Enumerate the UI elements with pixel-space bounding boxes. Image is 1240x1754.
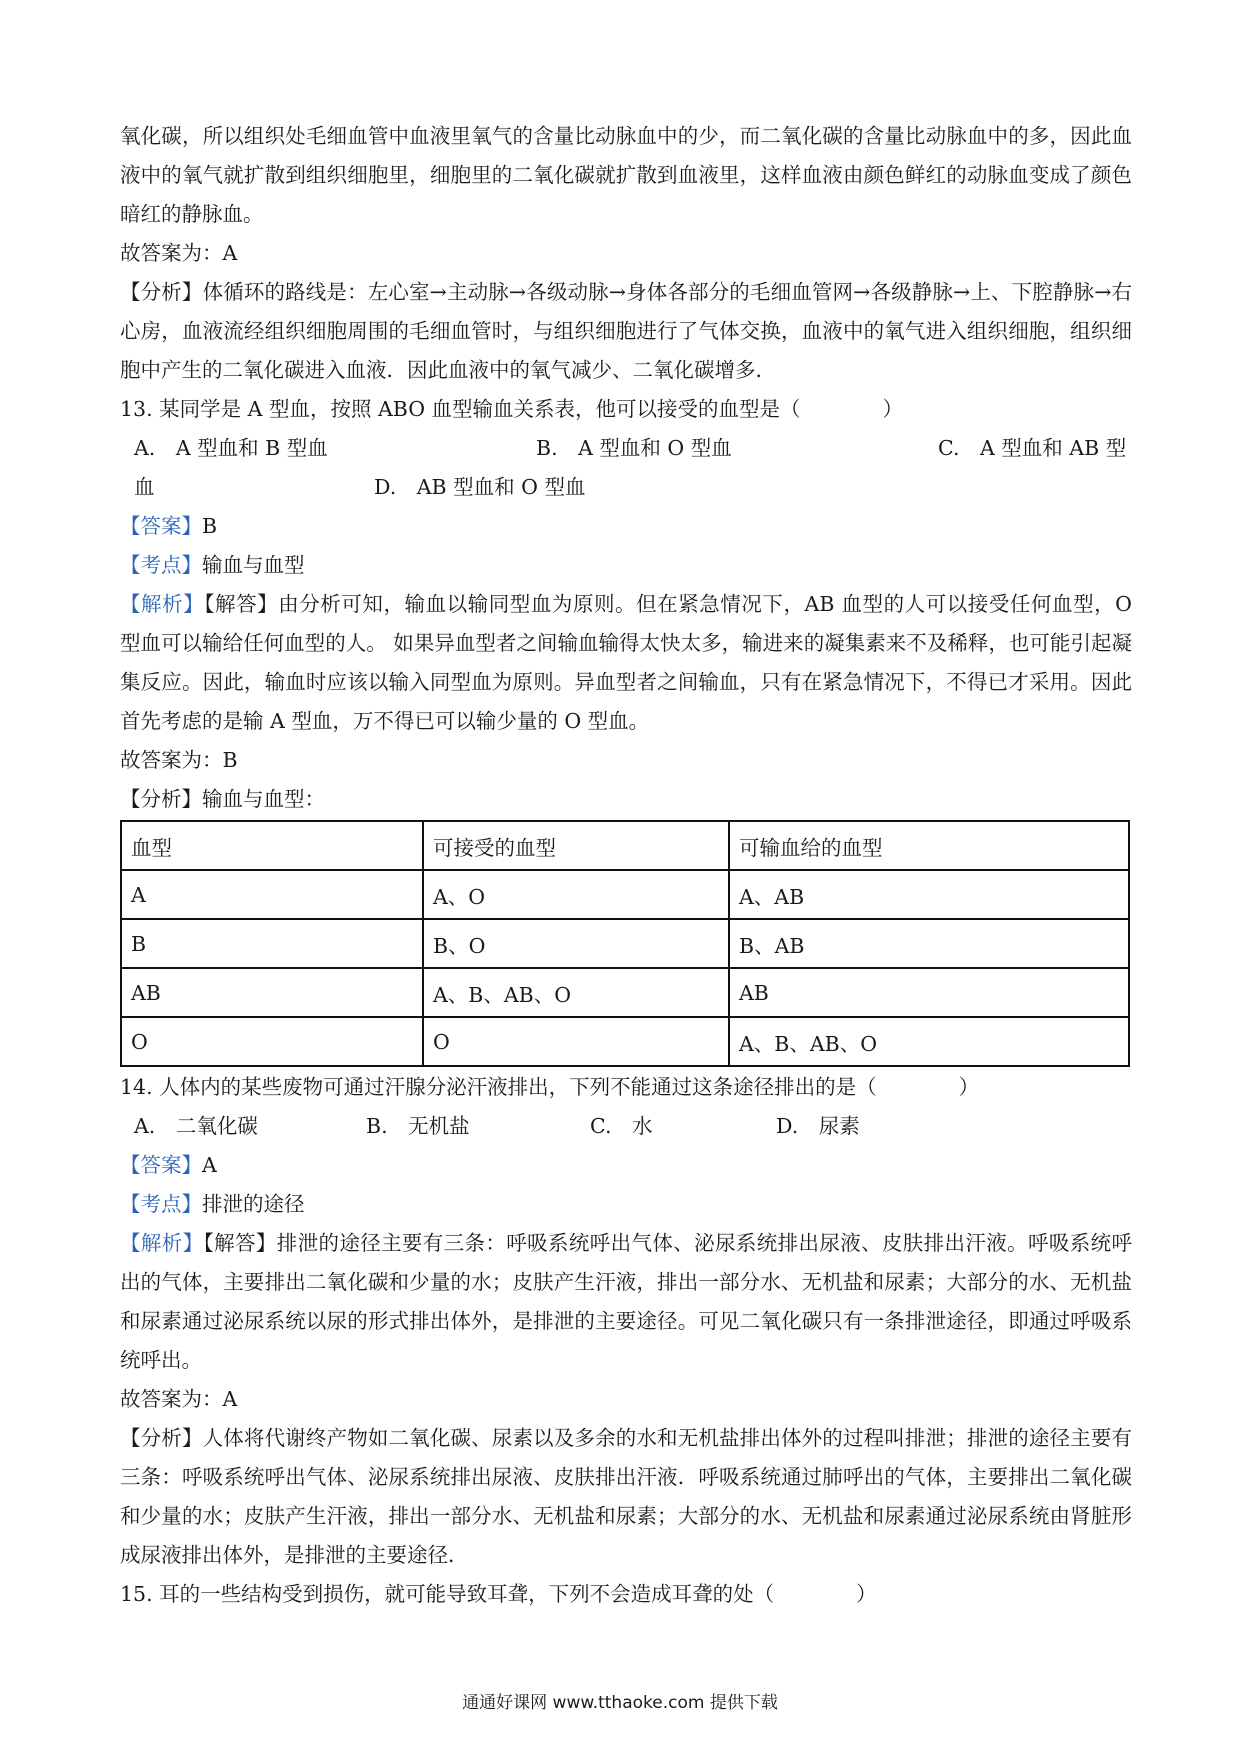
q14-answer [120,1146,1132,1185]
q13-explanation [120,585,1132,741]
explain-text: 由分析可知，输血以输同型血为原则。但在紧急情况下，AB 血型的人可以接受任何血型，O 型血可以输给任何血型的人。 如果异血型者之间输血输得太快太多，输进来的凝集素来不及稀释，也可能引起凝集反应。因此，输血时应该以输入同型血为原则。异血型者之间输血，只有在紧急情况下，不得已才采用。因此首先考虑的是输 A 型血，万不得已可以输少量的 O 型血。 [120,592,1132,733]
q13-analysis [120,780,1132,819]
table-row [121,919,1129,968]
table-header-cell: 血型 [121,821,423,870]
q14-option-d: D. 尿素 [776,1114,860,1138]
q13-point [120,546,1132,585]
table-cell: B、AB [729,919,1129,968]
q14-answer-line: 故答案为：A [120,1387,238,1411]
q14-option-b: B. 无机盐 [366,1114,470,1138]
q13-option-b: B. A 型血和 O 型血 [536,436,732,460]
table-cell: B [121,919,423,968]
table-row [121,968,1129,1017]
analysis-label: 【分析】 [120,280,203,304]
answer-label: 【答案】 [120,514,202,538]
q14-explanation [120,1224,1132,1380]
table-cell: AB [121,968,423,1017]
analysis-text: 输血与血型： [202,787,325,811]
prev-analysis [120,273,1132,390]
point-label: 【考点】 [120,553,202,577]
table-header-cell: 可输血给的血型 [729,821,1129,870]
q13-option-c-cont: 血 [134,475,155,499]
table-header-cell: 可接受的血型 [423,821,729,870]
point-label: 【考点】 [120,1192,202,1216]
q13-answer-line: 故答案为：B [120,748,238,772]
q13-options [120,429,1132,507]
prev-answer-line: 故答案为：A [120,241,238,265]
q14-stem: 14. 人体内的某些废物可通过汗腺分泌汗液排出，下列不能通过这条途径排出的是（ ） [120,1075,980,1099]
answer-value: B [202,514,218,538]
analysis-text: 人体将代谢终产物如二氧化碳、尿素以及多余的水和无机盐排出体外的过程叫排泄；排泄的途径主要有三条：呼吸系统呼出气体、泌尿系统排出尿液、皮肤排出汗液．呼吸系统通过肺呼出的气体，主要排出二氧化碳和少量的水；皮肤产生汗液，排出一部分水、无机盐和尿素；大部分的水、无机盐和尿素通过泌尿系统由肾脏形成尿液排出体外，是排泄的主要途径． [120,1426,1132,1567]
q14-point [120,1185,1132,1224]
table-cell: B、O [423,919,729,968]
analysis-text: 体循环的路线是：左心室→主动脉→各级动脉→身体各部分的毛细血管网→各级静脉→上、下腔静脉→右心房，血液流经组织细胞周围的毛细血管时，与组织细胞进行了气体交换，血液中的氧气进入组织细胞，组织细胞中产生的二氧化碳进入血液．因此血液中的氧气减少、二氧化碳增多． [120,280,1133,382]
table-cell: O [121,1017,423,1066]
q14-options [120,1107,1132,1146]
explain-sub: 【解答】 [204,592,279,616]
table-cell: A [121,870,423,919]
answer-label: 【答案】 [120,1153,202,1177]
table-cell: AB [729,968,1129,1017]
q13-answer [120,507,1132,546]
explain-sub: 【解答】 [203,1231,277,1255]
explain-text: 排泄的途径主要有三条：呼吸系统呼出气体、泌尿系统排出尿液、皮肤排出汗液。呼吸系统呼出的气体，主要排出二氧化碳和少量的水；皮肤产生汗液，排出一部分水、无机盐和尿素；大部分的水、无机盐和尿素通过泌尿系统以尿的形式排出体外，是排泄的主要途径。可见二氧化碳只有一条排泄途径，即通过呼吸系统呼出。 [120,1231,1133,1372]
explain-label: 【解析】 [120,592,205,616]
prev-explanation: 氧化碳，所以组织处毛细血管中血液里氧气的含量比动脉血中的少，而二氧化碳的含量比动脉血中的多，因此血液中的氧气就扩散到组织细胞里，细胞里的二氧化碳就扩散到血液里，这样血液由颜色鲜红的动脉血变成了颜色暗红的静脉血。 [120,124,1132,226]
document-body [120,117,1132,1614]
table-cell: A、B、AB、O [729,1017,1129,1066]
q15-stem: 15. 耳的一些结构受到损伤，就可能导致耳聋，下列不会造成耳聋的处（ ） [120,1582,877,1606]
table-cell: A、O [423,870,729,919]
table-cell: O [423,1017,729,1066]
q13-stem: 13. 某同学是 A 型血，按照 ABO 血型输血关系表，他可以接受的血型是（ ） [120,397,904,421]
table-row [121,870,1129,919]
q14-analysis [120,1419,1132,1575]
point-value: 输血与血型 [202,553,305,577]
explain-label: 【解析】 [120,1231,204,1255]
table-cell: A、AB [729,870,1129,919]
table-header-row [121,821,1129,870]
page-footer: 通通好课网 www.tthaoke.com 提供下载 [462,1693,778,1713]
analysis-label: 【分析】 [120,1426,203,1450]
point-value: 排泄的途径 [202,1192,305,1216]
q14-option-c: C. 水 [590,1114,653,1138]
q13-option-a: A. A 型血和 B 型血 [134,436,328,460]
table-row [121,1017,1129,1066]
q14-option-a: A. 二氧化碳 [134,1114,258,1138]
analysis-label: 【分析】 [120,787,202,811]
table-cell: A、B、AB、O [423,968,729,1017]
answer-value: A [202,1153,217,1177]
q13-option-c: C. A 型血和 AB 型 [938,436,1127,460]
blood-type-table [120,820,1130,1067]
q13-option-d: D. AB 型血和 O 型血 [374,475,586,499]
